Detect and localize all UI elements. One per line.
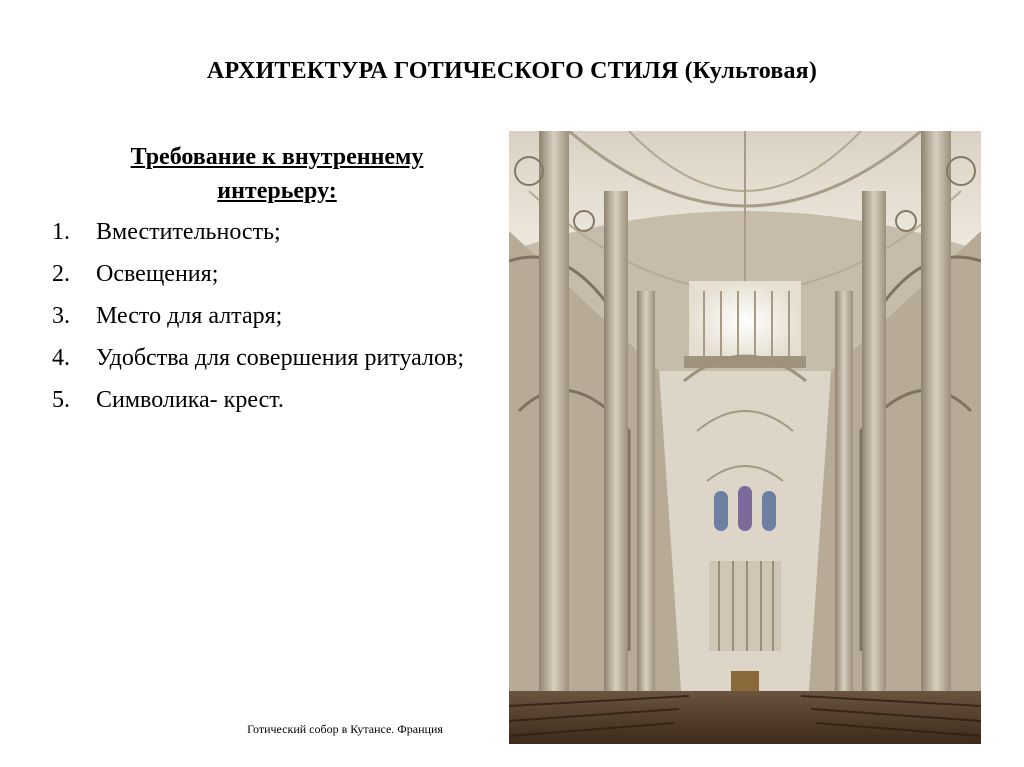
list-item [52,342,482,374]
slide-title: АРХИТЕКТУРА ГОТИЧЕСКОГО СТИЛЯ (Культовая) [206,58,818,84]
list-item [52,216,482,248]
list-item [52,384,482,416]
subheading: Требование к внутреннему интерьеру: [130,144,424,204]
item-number: 2. [52,261,70,287]
cathedral-interior-photo [509,131,981,744]
item-number: 1. [52,219,70,245]
cathedral-illustration [509,131,981,744]
item-text: Место для алтаря; [96,303,283,329]
item-text: Освещения; [96,261,219,287]
item-number: 4. [52,345,70,371]
item-text: Вместительность; [96,219,281,245]
item-text: Символика- крест. [96,387,284,413]
item-number: 3. [52,303,70,329]
list-item [52,300,482,332]
requirements-list [52,216,482,416]
list-item [52,258,482,290]
item-text: Удобства для совершения ритуалов; [96,345,464,371]
item-number: 5. [52,387,70,413]
photo-caption: Готический собор в Кутансе. Франция [247,722,443,736]
requirements-block [52,140,482,426]
